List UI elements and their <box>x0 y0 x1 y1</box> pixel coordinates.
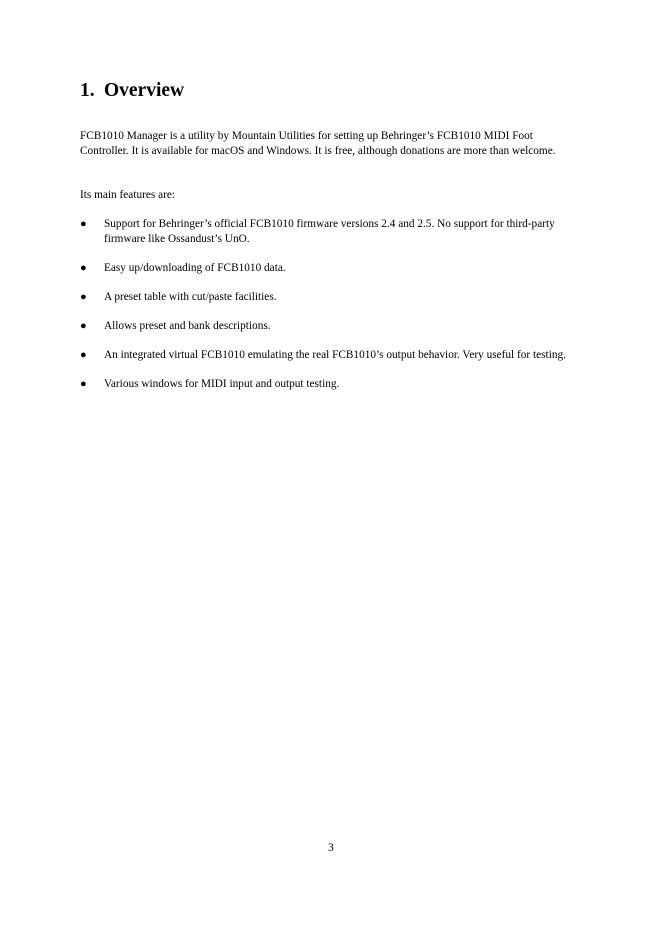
bullet-icon: ● <box>80 261 87 274</box>
section-heading <box>80 78 184 104</box>
features-lead-paragraph: Its main features are: <box>80 189 176 201</box>
bullet-icon: ● <box>80 290 87 303</box>
list-item <box>80 377 580 392</box>
section-title: Overview <box>104 80 185 101</box>
feature-text: Easy up/downloading of FCB1010 data. <box>104 261 286 274</box>
feature-text: Various windows for MIDI input and output testing. <box>104 377 340 390</box>
list-item <box>80 290 580 305</box>
feature-text: A preset table with cut/paste facilities. <box>104 290 277 303</box>
bullet-icon: ● <box>80 348 87 361</box>
bullet-icon: ● <box>80 319 87 332</box>
list-item <box>80 348 580 363</box>
bullet-icon: ● <box>80 218 87 230</box>
list-item <box>80 217 580 246</box>
list-item <box>80 319 580 334</box>
bullet-icon: ● <box>80 377 87 390</box>
list-item <box>80 261 580 276</box>
feature-text: An integrated virtual FCB1010 emulating the real FCB1010’s output behavior. Very useful for testing. <box>104 348 566 361</box>
feature-text: Allows preset and bank descriptions. <box>104 319 271 332</box>
page-number: 3 <box>328 842 334 854</box>
section-number: 1. <box>80 80 95 101</box>
feature-text: Support for Behringer’s official FCB1010 firmware versions 2.4 and 2.5. No support for third-party firmware like Ossandust’s UnO. <box>104 218 555 245</box>
intro-paragraph: FCB1010 Manager is a utility by Mountain Utilities for setting up Behringer’s FCB1010 MIDI Foot Controller. It is available for macOS and Windows. It is free, although donations are more than welcome. <box>80 130 556 157</box>
feature-list <box>80 217 580 406</box>
